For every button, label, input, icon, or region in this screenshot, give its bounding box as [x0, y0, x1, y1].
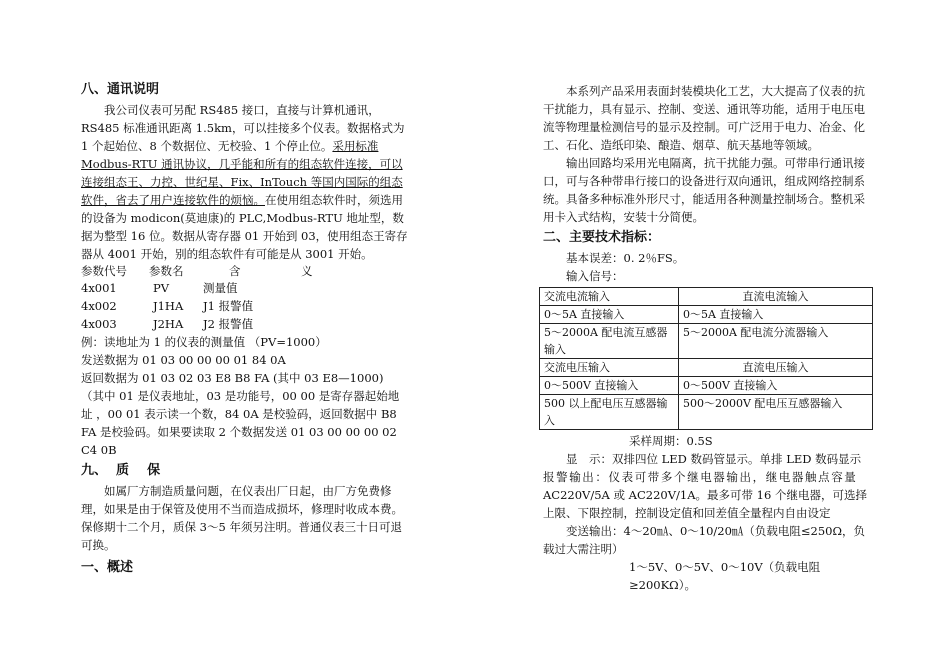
- intro-paragraph: 输出回路均采用光电隔离，抗干扰能力强。可带串行通讯接口，可与各种带串行接口的设备进行双向通讯，组成网络控制系统。具备多种标准外形尺寸，能适用各种测量控制场合。整机采用卡入式结构，安装十分简便。: [543, 156, 865, 224]
- param-row: [81, 279, 409, 297]
- param-header-meaning-2: 义: [301, 264, 313, 278]
- relay-spec: [543, 486, 873, 522]
- param-name: J1HA: [153, 299, 184, 313]
- warranty-text: 如属厂方制造质量问题，在仪表出厂日起，由厂方免费修理，如果是由于保管及使用不当而造成损坏，修理时收成本费。保修期十二个月，质保 3～5 年须另注明。普通仪表三十日可退可换。: [81, 484, 403, 552]
- param-code: 4x003: [81, 317, 117, 331]
- param-name: J2HA: [153, 317, 184, 331]
- param-row: [81, 297, 409, 315]
- example-line: 发送数据为 01 03 00 00 00 01 84 0A: [81, 353, 286, 367]
- table-row: [540, 306, 873, 324]
- param-row: [81, 315, 409, 333]
- overview-heading: 一、概述: [81, 560, 134, 575]
- table-row: [540, 377, 873, 395]
- sample-period: 采样周期：0.5S: [629, 434, 713, 448]
- comm-paragraph: [81, 101, 409, 263]
- table-cell: 直流电流输入: [679, 288, 873, 306]
- left-column: [81, 78, 409, 554]
- comm-heading: 八、通讯说明: [81, 82, 160, 97]
- right-column: [543, 82, 873, 594]
- intro-paragraph: 本系列产品采用表面封装模块化工艺，大大提高了仪表的抗干扰能力，具有显示、控制、变送、通讯等功能，适用于电压电流等物理量检测信号的显示及控制。可广泛用于电力、冶金、化工、石化、造纸印染、酿造、烟草、航天基地等领域。: [543, 84, 865, 152]
- input-signal-table: [539, 287, 873, 430]
- table-cell: 0～5A 直接输入: [540, 306, 679, 324]
- input-label: 输入信号：: [566, 269, 624, 283]
- table-cell: 0～500V 直接输入: [679, 377, 873, 395]
- display-spec: 显 示：双排四位 LED 数码管显示。单排 LED 数码显示: [566, 452, 862, 466]
- table-row: [540, 395, 873, 430]
- table-row: [540, 359, 873, 377]
- param-meaning: 测量值: [203, 281, 238, 295]
- comm-protocol-text: 采用标准 Modbus-RTU 通讯协议，几乎能和所有的组态软件连接，可以连接组态王、力控、世纪星、Fix、InTouch 等国内国际的组态软件，省去了用户连接软件的烦恼。: [81, 139, 403, 207]
- example-line: 例：读地址为 1 的仪表的测量值 （PV=1000）: [81, 335, 327, 349]
- param-code: 4x001: [81, 281, 117, 295]
- comm-config-text: 在使用组态软件时，须选用的设备为 modicon(莫迪康)的 PLC,Modbus-RTU 地址型，数据为整型 16 位。数据从寄存器 01 开始到 03，使用组态王寄存器从 4001 开始，别的组态软件有可能是从 3001 开始。: [81, 193, 408, 261]
- table-row: [540, 288, 873, 306]
- table-cell: 直流电压输入: [679, 359, 873, 377]
- param-header-meaning-1: 含: [229, 264, 241, 278]
- table-cell: 0～500V 直接输入: [540, 377, 679, 395]
- table-cell: 500～2000V 配电压互感器输入: [679, 395, 873, 430]
- table-cell: 0～5A 直接输入: [679, 306, 873, 324]
- param-table-header: [81, 263, 409, 279]
- table-cell: 交流电压输入: [540, 359, 679, 377]
- param-name: PV: [153, 281, 170, 295]
- table-row: [540, 324, 873, 359]
- relay-text: AC220V/5A 或 AC220V/1A。最多可带 16 个继电器，: [543, 488, 833, 502]
- table-cell: 5～2000A 配电流互感器输入: [540, 324, 679, 359]
- warranty-heading: 九、 质 保: [81, 463, 161, 478]
- transmit-spec: 变送输出：4～20㎃、0～10/20㎃（负载电阻≤250Ω，负载过大需注明）: [543, 524, 866, 556]
- param-meaning: J2 报警值: [203, 317, 254, 331]
- spec-heading: 二、主要技术指标：: [543, 230, 661, 245]
- voltage-spec: 1～5V、0～5V、0～10V（负载电阻≥200KΩ）。: [629, 560, 821, 592]
- example-line: 返回数据为 01 03 02 03 E8 B8 FA (其中 03 E8—1000): [81, 371, 384, 385]
- param-header-code: 参数代号: [81, 264, 127, 278]
- relay-control-text: 可选择上限、下限控制，控制设定值和回差值全量程内自由设定: [543, 488, 867, 520]
- comm-intro-text: 我公司仪表可另配 RS485 接口，直接与计算机通讯， RS485 标准通讯距离 1.5km，可以挂接多个仪表。数据格式为 1 个起始位、8 个数据位、无校验、1 个停止位。: [81, 103, 405, 153]
- table-cell: 5～2000A 配电流分流器输入: [679, 324, 873, 359]
- basic-error: 基本误差：0. 2％FS。: [566, 251, 685, 265]
- param-header-name: 参数名: [149, 264, 184, 278]
- alarm-spec: 报警输出：仪表可带多个继电器输出，继电器触点容量: [543, 470, 858, 484]
- param-meaning: J1 报警值: [203, 299, 254, 313]
- table-cell: 500 以上配电压互感器输入: [540, 395, 679, 430]
- example-line: （其中 01 是仪表地址，03 是功能号，00 00 是寄存器起始地址 ，00 01 表示读一个数，84 0A 是校验码，返回数据中 B8 FA 是校验码。如果要读取 2 个数据发送 01 03 00 00 00 02 C4 0B: [81, 389, 400, 457]
- table-cell: 交流电流输入: [540, 288, 679, 306]
- param-code: 4x002: [81, 299, 117, 313]
